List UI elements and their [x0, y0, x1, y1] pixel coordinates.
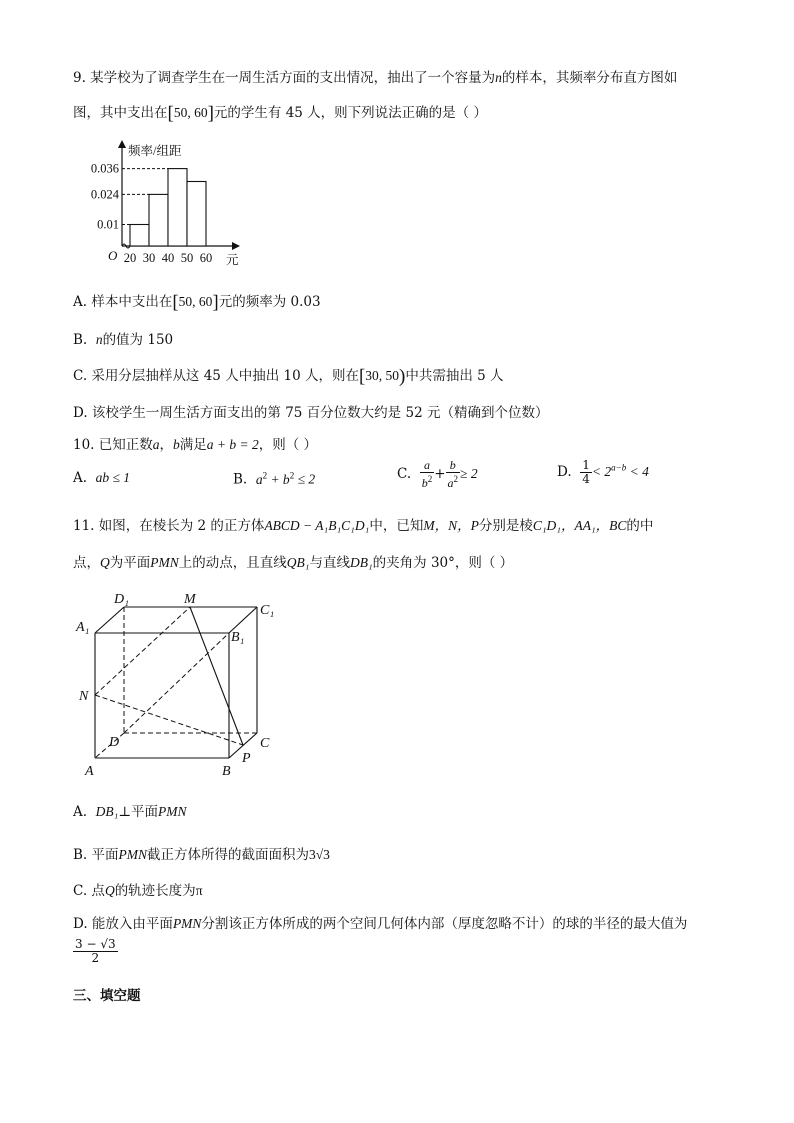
label-b1: B₁ — [231, 630, 245, 645]
q11-stem-line1: 11. 如图，在棱长为 2 的正方体ABCD − A₁B₁C₁D₁中，已知M，N，P分别是棱C₁D₁，AA₁，BC的中 — [73, 518, 654, 534]
histogram-bar — [168, 169, 187, 246]
q9-option-b: B. n的值为 150 — [73, 332, 174, 348]
q9-option-a: A. 样本中支出在[50, 60]元的频率为 0.03 — [73, 292, 321, 313]
label-n: N — [79, 689, 89, 704]
x-tick-label: 20 — [123, 251, 137, 265]
y-tick-label: 0.036 — [90, 161, 119, 176]
label-c1: C₁ — [260, 603, 275, 618]
y-tick-label: 0.01 — [97, 217, 119, 232]
y-axis-arrow — [118, 140, 126, 148]
label-p: P — [242, 751, 251, 766]
q10-option-d: D. $\frac{1}{4}$ < $2^{a-b} < 4$ — [557, 458, 649, 486]
label-c: C — [260, 736, 270, 751]
label-a1: A₁ — [76, 620, 90, 635]
section-heading-fill-in: 三、填空题 — [73, 988, 141, 1004]
x-tick-label: 40 — [161, 251, 175, 265]
label-m: M — [184, 592, 196, 607]
x-axis-arrow — [232, 242, 240, 250]
q10-option-b: B. $a^2 + b^2 \le 2$ — [233, 470, 316, 488]
y-tick-label: 0.024 — [90, 187, 119, 202]
cube-diagram — [72, 588, 287, 783]
histogram-bar — [130, 225, 149, 247]
label-d: D — [109, 735, 120, 750]
var-n: n — [495, 70, 502, 85]
condition-a-plus-b: a + b = 2 — [206, 437, 259, 452]
q11-stem-line2: 点，Q为平面PMN上的动点，且直线QB₁与直线DB₁的夹角为 30°，则（ ） — [73, 555, 514, 571]
histogram-plot — [91, 140, 240, 267]
frequency-histogram — [70, 138, 250, 270]
q11-option-d-answer: $\frac{3 - √3}{2}$ — [75, 937, 116, 965]
label-b: B — [222, 764, 231, 779]
q10-option-a: A. ab ≤ 1 — [73, 470, 131, 486]
x-tick-label: 60 — [199, 251, 213, 265]
q9-option-c: C. 采用分层抽样从这 45 人中抽出 10 人，则在[30, 50)中共需抽出 5 人 — [73, 366, 504, 387]
q9-option-d: D. 该校学生一周生活方面支出的第 75 百分位数大约是 52 元（精确到个位数） — [73, 405, 549, 421]
q9-stem-line2: 图，其中支出在[50, 60]元的学生有 45 人，则下列说法正确的是（ ） — [73, 103, 487, 124]
label-d1: D₁ — [114, 592, 129, 607]
x-tick-label: 50 — [180, 251, 194, 265]
q10-option-c: C. $\frac{a}{b^2}$ + $\frac{b}{a^2}$ ≥ 2 — [397, 458, 478, 490]
y-axis-label: 频率/组距 — [128, 144, 182, 158]
histogram-bar — [187, 182, 206, 247]
q11-option-a: A. DB₁⊥平面PMN — [73, 804, 187, 820]
q11-option-c: C. 点Q的轨迹长度为π — [73, 883, 203, 899]
interval-50-60: 50, 60 — [173, 105, 208, 120]
origin-label: O — [108, 248, 118, 263]
diagonal-db1 — [124, 633, 229, 733]
histogram-bar — [149, 194, 168, 246]
q11-option-d: D. 能放入由平面PMN分割该正方体所成的两个空间几何体内部（厚度忽略不计）的球的半径的最大值为 — [73, 916, 688, 932]
label-a: A — [85, 764, 94, 779]
x-tick-label: 30 — [142, 251, 156, 265]
x-axis-label: 元 — [226, 253, 239, 267]
edge-a1d1 — [95, 607, 124, 633]
q10-stem: 10. 已知正数a，b满足a + b = 2，则（ ） — [73, 437, 318, 453]
q9-stem-line1: 9. 某学校为了调查学生在一周生活方面的支出情况，抽出了一个容量为n的样本，其频率分布直方图如 — [73, 70, 678, 86]
q11-option-b: B. 平面PMN截正方体所得的截面面积为3√3 — [73, 847, 330, 863]
